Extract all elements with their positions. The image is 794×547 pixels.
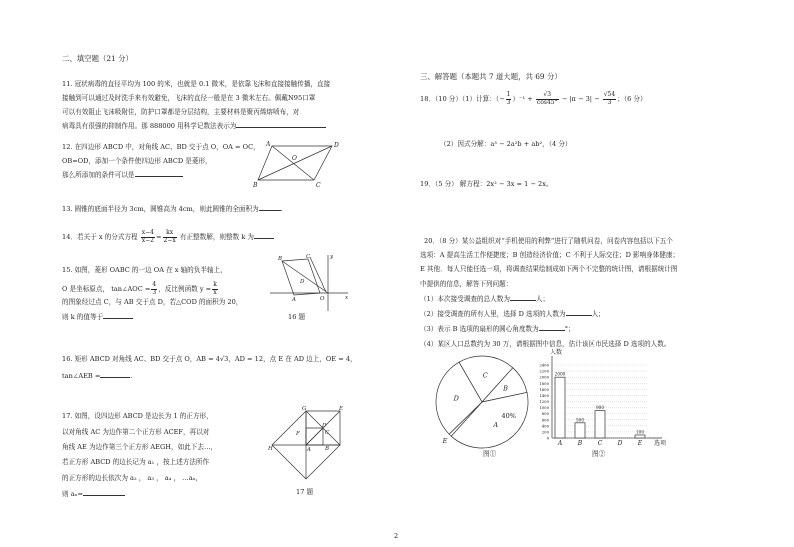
y-tick-label: 1800 [539, 380, 549, 386]
y-tick-label: 200 [541, 429, 549, 435]
svg-text:C: C [306, 254, 311, 260]
svg-text:O: O [292, 155, 297, 162]
q16-line-1: 16. 矩形 ABCD 对角线 AC、BD 交于点 O，AB = 4√3，AD = 12，点 E 在 AD 边上，OE = 4， [62, 355, 357, 363]
q15-line-1: 15. 如图，菱形 OABC 的一边 OA 在 x 轴的负半轴上， [62, 266, 227, 274]
x-tick-label: A [557, 440, 563, 447]
bar-a [555, 377, 565, 438]
q12-line-1: 12. 在四边形 ABCD 中，对角线 AC、BD 交于点 O，OA = OC， [62, 143, 260, 151]
y-tick-label: 600 [541, 417, 549, 423]
svg-text:x: x [345, 295, 349, 301]
answer-blank-20-2[interactable] [566, 315, 592, 316]
x-tick-label: C [597, 440, 603, 447]
y-tick-label: 1200 [539, 399, 549, 405]
section-title-answer: 三、解答题（本题共 7 道大题，共 69 分） [420, 72, 562, 81]
pie-label-a: A [493, 421, 499, 430]
answer-blank-14[interactable] [254, 238, 274, 239]
answer-blank-17[interactable] [83, 495, 125, 496]
x-tick-label: B [577, 440, 583, 447]
question-18-1: 18．（10 分）（1）计算：（− $\frac{1}{3}$ ）⁻¹ + $\frac{√3}{\cos 45^\circ}$ − |π − 3| − $\frac{√54}{3}$ ；（6 分） [420, 91, 647, 106]
pie-label-b: B [503, 384, 508, 393]
answer-blank-13[interactable] [259, 210, 281, 211]
svg-text:D: D [322, 423, 327, 429]
svg-text:C: C [316, 182, 321, 189]
answer-blank-20-1[interactable] [510, 300, 536, 301]
figure-17-caption: 17 题 [296, 488, 314, 496]
y-tick-label: 2200 [539, 368, 549, 374]
q20-part-3: （3）表示 B 选项的扇形的圆心角度数为 °； [420, 325, 575, 333]
svg-text:E: E [339, 406, 344, 412]
fraction-4-3: $\frac{4}{3}$ [152, 281, 157, 296]
y-tick-label: 2400 [539, 362, 549, 368]
bar-value-label: 2000 [554, 371, 566, 377]
svg-text:A: A [266, 141, 271, 148]
y-tick-label: 1600 [539, 386, 549, 392]
question-14: 14．若关于 x 的分式方程 $\frac{x-4}{x-2}$ = $\frac{kx}{2-x}$ 有正整数解，则整数 k 为 [62, 230, 274, 244]
q11-line-4: 病毒具有很强的抑制作用。那 888000 用科学记数法表示为 [62, 122, 326, 130]
q17-line-2: 以对角线 AC 为边作第二个正方形 ACEF，再以对 [62, 428, 210, 436]
q20-part-2: （2）接受调查的所有人里，选择 D 选项的人数为 人； [420, 310, 605, 318]
svg-text:A: A [292, 297, 296, 303]
pie-chart [430, 350, 540, 460]
y-tick-label: 800 [541, 411, 549, 417]
q12-line-2: OB=OD，添加一个条件使四边形 ABCD 是菱形， [62, 157, 212, 165]
q17-line-4: 若正方形 ABCD 的边长记为 a₁ ，按上述方法所作 [62, 458, 210, 466]
section-title-fill: 二、填空题（21 分） [62, 54, 133, 63]
question-19: 19．（5 分） 解方程：2x² − 3x = 1 − 2x。 [420, 180, 553, 188]
svg-text:O: O [320, 296, 325, 302]
y-tick-label: 1000 [539, 405, 549, 411]
figure-rhombus-hyperbola [270, 253, 350, 313]
q15-line-3: 的图象经过点 C，与 AB 交于点 D，若△COD 的面积为 20， [62, 298, 243, 306]
x-axis-label: 选项 [654, 440, 667, 447]
answer-blank-15[interactable] [103, 318, 133, 319]
q17-line-6: 则 aₙ= [62, 490, 125, 498]
y-tick-label: 0 [546, 435, 549, 441]
figure-parallelogram [252, 140, 342, 190]
bar-chart [530, 349, 680, 452]
q11-line-2: 接触到可以通过及时洗手来有效避免，飞沫的直径一般是在 3 微米左右。佩戴N95口罩 [62, 94, 316, 102]
figure-16-caption: 16 题 [288, 313, 306, 321]
question-13: 13. 圆锥的底面半径为 3cm，圆锥高为 4cm，则此圆锥的全面积为 . [62, 205, 283, 213]
pie-percent-a: 40% [501, 411, 516, 420]
fraction-kx-2x: $\frac{kx}{2-x}$ [163, 229, 176, 244]
q20-line-4: 中提供的信息，解答下列问题： [420, 280, 513, 288]
x-tick-label: D [617, 440, 623, 447]
answer-blank-20-3[interactable] [539, 330, 565, 331]
bar-b [575, 423, 585, 438]
fraction-sqrt54-3: $\frac{√54}{3}$ [603, 91, 616, 106]
q16-line-2: tan∠AEB = . [62, 372, 133, 380]
pie-label-c: C [482, 371, 488, 380]
answer-blank-12[interactable] [135, 176, 183, 177]
q11-line-3: 可以有效阻止飞沫吸附住，防护口罩都是分层结构，主要材料是聚丙烯熔喷布，对 [62, 108, 300, 116]
fraction-x4-x2: $\frac{x-4}{x-2}$ [141, 229, 154, 244]
fraction-sqrt3-cos45: $\frac{√3}{\cos 45^\circ}$ [536, 91, 558, 106]
q15-line-4: 则 k 的值等于 [62, 313, 133, 321]
y-axis-label: 人数 [550, 349, 563, 356]
q20-line-3: E 其他．每人只能任选一项，将调查结果绘制成如下两个不完整的统计图，请根据统计图 [420, 265, 678, 273]
y-tick-label: 400 [541, 423, 549, 429]
svg-text:D: D [300, 279, 305, 285]
x-tick-label: E [637, 440, 643, 447]
question-18-2: （2）因式分解：a³ − 2a²b + ab²，（4 分） [440, 140, 572, 148]
pie-caption: 图① [483, 450, 497, 458]
bar-value-label: 500 [576, 417, 584, 423]
bar-c [595, 411, 605, 438]
bar-e [635, 435, 645, 438]
answer-blank-11[interactable] [236, 127, 326, 128]
fraction-k-x: $\frac{k}{x}$ [213, 281, 217, 296]
q11-line-1: 11. 冠状病毒的直径平均为 100 的米，也就是 0.1 微米，是依靠飞沫和直接接触传播，直接 [62, 80, 331, 88]
svg-text:D: D [334, 142, 339, 149]
q17-line-1: 17. 如图，设四边形 ABCD 是边长为 1 的正方形， [62, 412, 213, 420]
svg-text:G: G [302, 406, 307, 412]
q17-line-5: 的正方形的边长依次为 a₂ ， a₃ ， a₄ ， …aₙ， [62, 474, 203, 482]
figure-nested-squares [266, 405, 346, 485]
q20-part-1: （1）本次接受调查的总人数为 人； [420, 295, 550, 303]
q20-line-1: 20．（8 分）某公益组织对“手机使用的利弊”进行了随机问卷，问卷内容包括以下五个 [424, 237, 673, 245]
q15-line-2: O 是坐标原点， tan∠AOC = $\frac{4}{3}$ ，反比例函数 y = $\frac{k}{x}$ [62, 281, 217, 296]
q12-line-3: 那么所添加的条件可以是 [62, 171, 183, 179]
page-number: 2 [394, 532, 399, 540]
q20-part-4: （4）某区人口总数约为 30 万，请根据图中信息，估计该区市民选择 D 选项的人数。 [420, 340, 671, 348]
svg-text:C: C [325, 430, 330, 436]
bar-value-label: 100 [636, 429, 644, 435]
q17-line-3: 角线 AE 为边作第三个正方形 AEGH，如此下去…， [62, 443, 218, 451]
fraction-1-3: $\frac{1}{3}$ [506, 91, 511, 106]
svg-text:B: B [253, 182, 258, 189]
svg-text:y: y [330, 254, 334, 260]
bar-caption: 图② [592, 450, 606, 458]
q20-line-2: 选项：A 提高生活工作便捷度；B 创造经济价值；C 不利于人际交往；D 影响身体健康； [420, 251, 680, 259]
pie-label-d: D [453, 394, 459, 403]
y-tick-label: 1400 [539, 392, 549, 398]
svg-text:F: F [296, 431, 300, 437]
bar-value-label: 900 [596, 405, 604, 411]
svg-text:A: A [307, 447, 311, 453]
y-tick-label: 2000 [539, 374, 549, 380]
svg-text:B: B [325, 446, 330, 452]
answer-blank-16[interactable] [100, 377, 130, 378]
pie-label-e: E [442, 436, 448, 445]
svg-text:B: B [278, 256, 283, 262]
svg-text:H: H [268, 446, 273, 452]
